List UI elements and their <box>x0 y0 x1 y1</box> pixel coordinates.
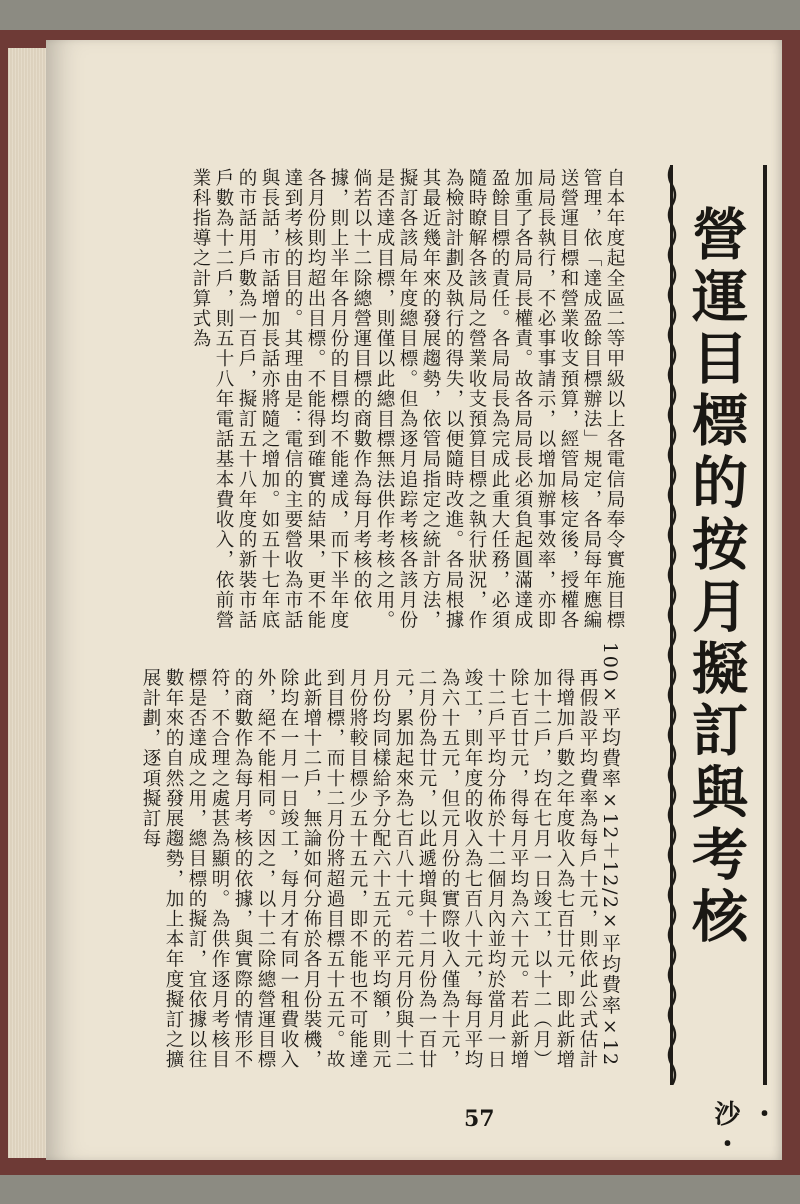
body-text-lower: 再假設平均費率為每戶十元，則依此公式估計得增加戶數之年度收入為七百廿元，即此新增加十二戶，均在七月一日竣工，以十二（月）除七百廿元，得每月平均為六十元。若此新增十二戶平均分佈於十二個月內並均於當月一日竣工，則年度的收入為七百八十元，每月平均為六十五元，但元月份的實際收入僅為十元，二月份為廿元，以此遞增與十二月份為一百廿元，累加起來為七百八十元。若元月份與十二月份均同樣給予分配六十五元的平均額，則元月份將較目標少五十五元，即不能也不可能達到目標，而十二月份將超過目標五十五元。故此新增十二戶，無論如何分佈於各月份裝機，除均在一月一日竣工，每月才有同一租費收入外，絕不能相同。因之，以十二除總營運目標的商數作為每月考核的依據，與實際的情形不符，不合理之處甚為顯明。為供作逐月考核目標是否達成之用，總目標的擬訂，宜依據以往數年來的自然發展趨勢，加上本年度擬訂之擴展計劃，逐項擬訂每 <box>140 668 598 1070</box>
article-author: ・沙・ <box>710 1100 777 1160</box>
title-frame <box>670 165 777 1160</box>
article-title: 營運目標的按月擬訂與考核 <box>683 205 749 949</box>
body-text-upper: 自本年度起全區二等甲級以上各電信局奉令實施目標管理，依「達成盈餘目標辦法」規定，各局每年應編送營運目標和營業收支預算，經管局核定後，授權各局局長執行，不必事事請示，以增加辦事效率，亦即加重了各局局長權責。故各局局長必須負起圓滿達成盈餘目標的責任。各局局長為完成此重大任務，必須隨時瞭解各該局之營業收支預算目標之執行狀況，作為檢討計劃及執行的得失，以便隨時改進。各局根據其最近幾年來的發展趨勢，依管局指定之統計方法，擬訂各該局年度總目標。但為逐月追踪考核各該月份是否達成目標，則僅以此總目標無法供作考核之用。倘若以十二除總營運目標的商數作為每月考核的依據，則上半年各月份的目標均不能達成，而下半年度各月份則均超出目標。不能得到確實的結果，更不能達到考核的目的。其理由是：電信的主要營收為市話與長話，市話增加長話亦將隨之增加。如五十七年底的市話用戶數為一百戶，擬訂五十八年度的新裝市話戶數為十二戶，則五十八年電話基本費收入，依前營業科指導之計算式為 <box>190 168 625 631</box>
formula: 100×平均費率×12＋12/2×平均費率×12 <box>599 642 621 1067</box>
book-page <box>46 40 782 1160</box>
wavy-border-decoration <box>666 165 678 1085</box>
page-number: 57 <box>464 1106 495 1132</box>
